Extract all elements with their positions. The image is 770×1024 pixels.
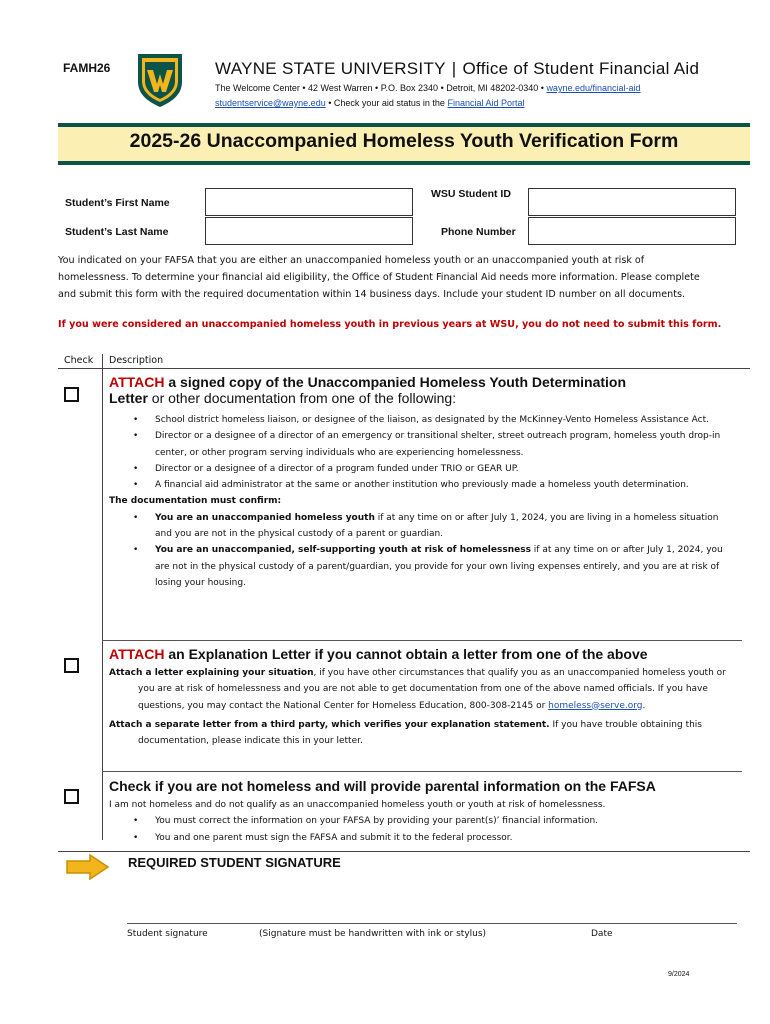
- attach-word: ATTACH: [109, 374, 165, 390]
- address: The Welcome Center • 42 West Warren • P.O. Box 2340 • Detroit, MI 48202-0340 •: [215, 83, 544, 93]
- option1-heading-line2: [109, 390, 729, 406]
- office-name: Office of Student Financial Aid: [462, 59, 700, 78]
- option1-heading2-bold: Letter: [109, 390, 148, 406]
- portal-prefix: • Check your aid status in the: [328, 98, 445, 108]
- signature-heading: REQUIRED STUDENT SIGNATURE: [128, 855, 341, 870]
- wsu-shield-logo: [135, 52, 185, 108]
- first-name-field[interactable]: [205, 188, 413, 216]
- option-explanation-letter-checkbox[interactable]: [64, 658, 79, 673]
- phone-label: Phone Number: [441, 226, 516, 238]
- confirm-item-bold: You are an unaccompanied homeless youth: [155, 512, 375, 523]
- row-divider: [102, 640, 742, 641]
- list-item: • You and one parent must sign the FAFSA and submit it to the federal processor.: [109, 830, 739, 846]
- table-header-rule: [58, 368, 750, 369]
- last-name-field[interactable]: [205, 217, 413, 245]
- option1-heading: [109, 374, 729, 390]
- header-university: WAYNE STATE UNIVERSITY | Office of Student Financial Aid: [215, 59, 700, 78]
- list-item: • School district homeless liaison, or designee of the liaison, as designated by the McKinney-Vento Homeless Assistance Act.: [109, 412, 729, 428]
- date-label: Date: [591, 929, 613, 939]
- description-column-header: Description: [109, 355, 164, 366]
- check-column-header: Check: [64, 355, 94, 366]
- student-id-label: WSU Student ID: [431, 188, 511, 200]
- option3-heading: Check if you are not homeless and will provide parental information on the FAFSA: [109, 778, 656, 794]
- option2-heading: [109, 646, 729, 662]
- list-item: • You must correct the information on your FAFSA by providing your parent(s)’ financial information.: [109, 813, 739, 829]
- list-item: • Director or a designee of a director of an emergency or transitional shelter, street outreach program, homeless youth drop-in center, or other program serving individuals who are experiencing homelessness.: [109, 428, 729, 461]
- option2-body: [109, 665, 729, 749]
- header-contact-line: [215, 98, 525, 108]
- university-name: WAYNE STATE UNIVERSITY: [215, 59, 446, 78]
- financial-aid-web-link[interactable]: wayne.edu/financial-aid: [546, 83, 641, 93]
- list-item: • A financial aid administrator at the same or another institution who previously made a homeless youth determination.: [109, 477, 729, 493]
- option2-paragraph1: [109, 665, 729, 714]
- option1-heading2-rest: or other documentation from one of the following:: [147, 390, 457, 406]
- option-not-homeless-checkbox[interactable]: [64, 789, 79, 804]
- row-divider: [102, 771, 742, 772]
- confirm-item-text: if at any time on or after July 1, 2024, you are living in a homeless situation and you are not in the physical custody of a parent or guardian.: [155, 512, 719, 540]
- table-column-divider: [102, 354, 103, 840]
- p2-bold: Attach a separate letter from a third party, which verifies your explanation statement.: [109, 719, 550, 730]
- confirm-label: The documentation must confirm:: [109, 496, 282, 507]
- option1-bullets: [109, 412, 729, 591]
- phone-field[interactable]: [528, 217, 736, 245]
- p2-text: If you have trouble obtaining this documentation, please indicate this in your letter.: [138, 719, 703, 747]
- option-explanation-letter: [109, 646, 729, 749]
- list-item: • Director or a designee of a director of a program funded under TRIO or GEAR UP.: [109, 461, 729, 477]
- prior-year-notice: If you were considered an unaccompanied homeless youth in previous years at WSU, you do not need to submit this form.: [58, 319, 722, 330]
- option1-heading-text: a signed copy of the Unaccompanied Homeless Youth Determination: [164, 374, 627, 390]
- list-item: [109, 542, 729, 591]
- financial-aid-portal-link[interactable]: Financial Aid Portal: [447, 98, 525, 108]
- form-title: 2025-26 Unaccompanied Homeless Youth Verification Form: [129, 130, 679, 152]
- intro-paragraph: You indicated on your FAFSA that you are either an unaccompanied homeless youth or an unaccompanied youth at risk of homelessness. To determine your financial aid eligibility, the Office of Student Financial Aid needs more information. Please complete and submit this form with the required documentation within 14 business days. Include your student ID number on all documents.: [58, 255, 700, 300]
- nche-email-link[interactable]: homeless@serve.org: [548, 700, 643, 711]
- option3-body: [109, 797, 739, 846]
- arrow-right-icon: [64, 853, 110, 881]
- student-id-field[interactable]: [528, 188, 736, 216]
- option-attach-determination-checkbox[interactable]: [64, 387, 79, 402]
- option2-paragraph2: [109, 717, 729, 750]
- email-link[interactable]: studentservice@wayne.edu: [215, 98, 326, 108]
- option-attach-determination: [109, 374, 729, 591]
- signature-section-rule: [58, 851, 750, 852]
- signature-line[interactable]: [127, 923, 737, 924]
- student-signature-label: Student signature: [127, 929, 208, 939]
- confirm-item-text: if at any time on or after July 1, 2024, you are not in the physical custody of a parent/guardian, you provide for your own living expenses entirely, and you are at risk of losing your housing.: [155, 545, 723, 588]
- header-address-line: [215, 83, 641, 93]
- option3-line: I am not homeless and do not qualify as an unaccompanied homeless youth or youth at risk of homelessness.: [109, 800, 606, 810]
- confirm-item-bold: You are an unaccompanied, self-supporting youth at risk of homelessness: [155, 545, 531, 556]
- last-name-label: Student’s Last Name: [65, 226, 169, 238]
- option-not-homeless: [109, 778, 739, 846]
- p1-text: , if you have other circumstances that qualify you as an unaccompanied homeless youth or you are at risk of homelessness and you are not able to get documentation from one of the above named officials. If you have questions, you may contact the National Center for Homeless Education, 800-308-2145 or: [138, 668, 726, 711]
- p1-end: .: [642, 700, 646, 711]
- form-code: FAMH26: [63, 61, 111, 75]
- option2-heading-text: an Explanation Letter if you cannot obtain a letter from one of the above: [164, 646, 648, 662]
- list-item: [109, 510, 729, 543]
- signature-note: (Signature must be handwritten with ink or stylus): [259, 929, 487, 939]
- form-version: 9/2024: [668, 971, 690, 978]
- first-name-label: Student’s First Name: [65, 197, 170, 209]
- attach-word: ATTACH: [109, 646, 165, 662]
- p1-bold: Attach a letter explaining your situation: [109, 668, 314, 678]
